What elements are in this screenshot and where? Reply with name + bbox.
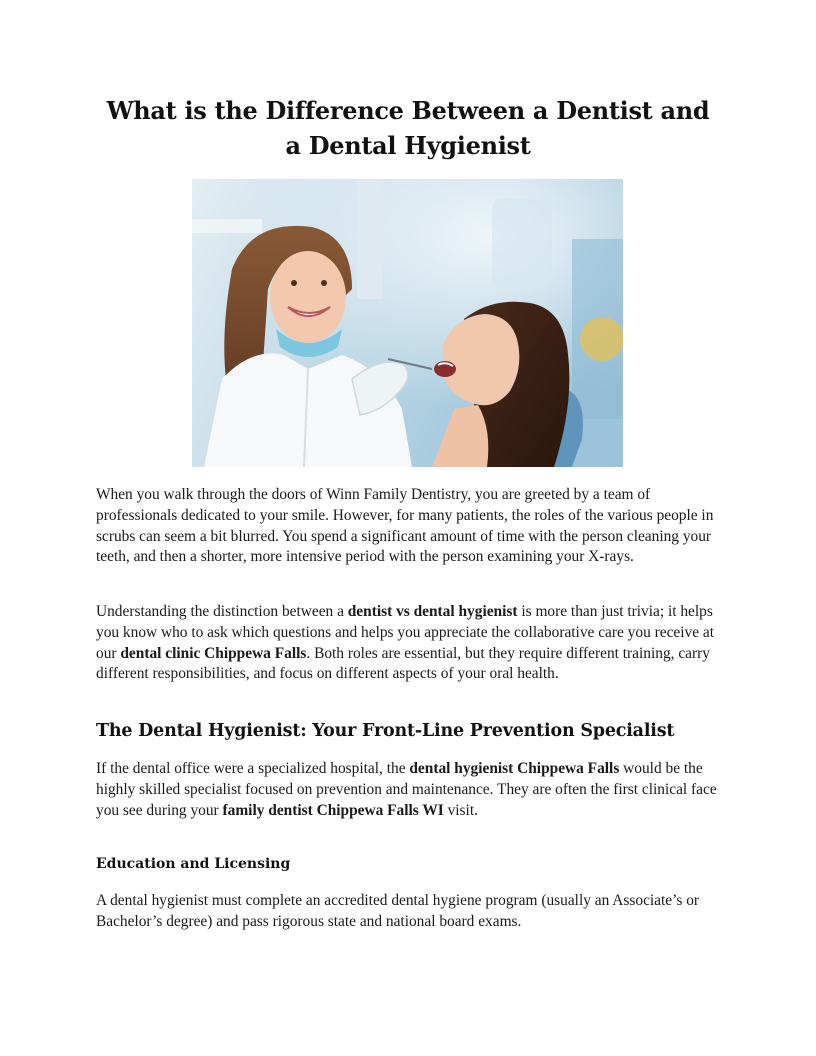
hygienist-paragraph <box>96 759 722 821</box>
hygienist-text-3: visit. <box>443 801 478 819</box>
education-paragraph: A dental hygienist must complete an accredited dental hygiene program (usually an Associate’s or Bachelor’s degree) and pass rigorous state and national board exams. <box>96 892 700 930</box>
dental-exam-photo <box>192 179 623 467</box>
family-dentist-bold: family dentist Chippewa Falls WI <box>222 801 444 819</box>
title-line-2: a Dental Hygienist <box>285 131 531 160</box>
dental-clinic-bold: dental clinic Chippewa Falls <box>120 644 307 662</box>
title-line-1: What is the Difference Between a Dentist and <box>106 96 710 125</box>
distinction-text-1: Understanding the distinction between a <box>96 603 348 620</box>
subheading-education: Education and Licensing <box>96 856 291 872</box>
distinction-text-3: . Both roles are essential, but they require different training, carry different responsibilities, and focus on different aspects of your oral health. <box>96 644 710 683</box>
section-heading-hygienist: The Dental Hygienist: Your Front-Line Prevention Specialist <box>96 721 675 741</box>
hygienist-text-2: would be the highly skilled specialist focused on prevention and maintenance. They are often the first clinical face you see during your <box>96 760 717 819</box>
dental-exam-illustration <box>192 179 623 467</box>
hygienist-text-1: If the dental office were a specialized hospital, the <box>96 760 410 777</box>
dentist-vs-hygienist-bold: dentist vs dental hygienist <box>347 603 518 620</box>
page-title <box>86 93 730 163</box>
dental-hygienist-bold: dental hygienist Chippewa Falls <box>409 760 620 777</box>
distinction-text-2: is more than just trivia; it helps you know who to ask which questions and helps you appreciate the collaborative care you receive at our <box>96 603 714 662</box>
distinction-paragraph <box>96 602 722 685</box>
intro-paragraph: When you walk through the doors of Winn Family Dentistry, you are greeted by a team of professionals dedicated to your smile. However, for many patients, the roles of the various people in scrubs can seem a bit blurred. You spend a significant amount of time with the person cleaning your teeth, and then a shorter, more intensive period with the person examining your X-rays. <box>96 486 714 566</box>
